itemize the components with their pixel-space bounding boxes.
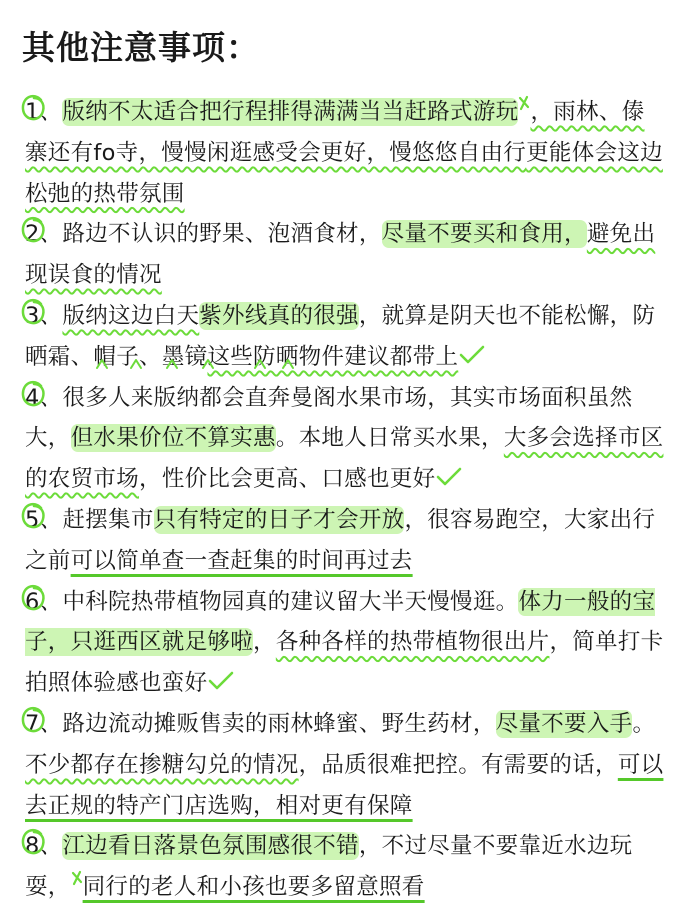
- highlight-text: 只有特定的日子才会开放: [153, 506, 405, 533]
- circle-number-icon: [20, 705, 46, 737]
- circle-number-icon: [20, 827, 46, 859]
- wavy-underlined-text: 更能体会这边松弛的热带氛围: [25, 139, 663, 207]
- item-number: 2: [25, 214, 40, 255]
- checkmark-icon: [458, 344, 486, 366]
- list-item: 2、路边不认识的野果、泡酒食材，尽量不要买和食用，避免出现误食的情况: [25, 214, 665, 296]
- item-number: 5: [25, 500, 40, 541]
- highlight-text: 版纳不太适合把行程排得满满当当赶路式游玩: [62, 99, 519, 125]
- list-item: 1、版纳不太适合把行程排得满满当当赶路式游玩 ，雨林、傣寨还有fo寺，慢慢闲逛感受会更好，慢悠悠自由行更能体会这边松弛的热带氛围: [25, 92, 665, 214]
- circle-number-icon: [20, 379, 46, 411]
- wavy-underlined-text: 不少都存在掺糖勾兑的情况: [25, 751, 299, 778]
- cross-icon: [71, 870, 83, 888]
- highlight-text: 江边看日落景色氛围感很不错: [62, 833, 359, 860]
- tips-list: [25, 92, 665, 908]
- checkmark-icon: [207, 670, 235, 692]
- wavy-underlined-text: 各种各样的热带植物很出片: [275, 629, 550, 656]
- page-title: 其他注意事项：: [22, 28, 260, 67]
- highlight-text: 紫外线真的很强: [199, 302, 359, 329]
- list-item: 3、版纳这边白天紫外线真的很强，就算是阴天也不能松懈，防晒霜、帽子、墨镜这些防晒物件建议都带上: [25, 296, 665, 378]
- wavy-underlined-text: ，雨林、傣寨还有fo寺，慢慢闲逛感受会更好，慢悠悠自由行: [25, 99, 645, 166]
- highlight-text: 但水果价位不算实惠: [70, 425, 276, 452]
- circle-number-icon: [20, 501, 46, 533]
- item-number: 8: [25, 826, 40, 867]
- circle-number-icon: [20, 297, 46, 329]
- item-number: 3: [25, 296, 40, 337]
- list-item: 4、很多人来版纳都会直奔曼阁水果市场，其实市场面积虽然大，但水果价位不算实惠。本地人日常买水果，大多会选择市区的农贸市场，性价比会更高、口感也更好: [25, 378, 665, 500]
- underlined-text: 可以简单查一查赶集的时间再过去: [70, 547, 413, 574]
- item-number: 7: [25, 704, 40, 745]
- wavy-underlined-text: 避免出现误食的情况: [25, 221, 656, 289]
- circle-number-icon: [20, 583, 46, 615]
- item-number: 1: [25, 92, 40, 133]
- item-number: 6: [25, 582, 40, 623]
- underlined-text: 同行的老人和小孩也要多留意照看: [82, 874, 425, 901]
- list-item: 7、路边流动摊贩售卖的雨林蜂蜜、野生药材，尽量不要入手。不少都存在掺糖勾兑的情况，品质很难把控。有需要的话，可以去正规的特产门店选购，相对更有保障: [25, 704, 665, 826]
- circle-number-icon: [20, 93, 46, 125]
- circle-number-icon: [20, 215, 46, 247]
- checkmark-icon: [435, 466, 463, 488]
- wavy-underlined-text: 大多会选择市区的农贸市场: [25, 425, 664, 493]
- underlined-text: 可以去正规的特产门店选购，相对更有保障: [25, 751, 664, 819]
- caret-icon: [95, 352, 295, 372]
- highlight-text: 尽量不要买和食用，: [381, 221, 587, 248]
- cross-icon: [518, 95, 530, 113]
- highlight-text: 尽量不要入手: [495, 710, 633, 737]
- list-item: 5、赶摆集市只有特定的日子才会开放，很容易跑空，大家出行之前可以简单查一查赶集的时间再过去: [25, 500, 665, 582]
- wavy-underlined-text: 这些防晒物件建议都带上: [207, 343, 459, 370]
- highlight-text: 体力一般的宝子，只逛西区就足够啦: [25, 588, 656, 656]
- list-item: 8、江边看日落景色氛围感很不错，不过尽量不要靠近水边玩耍， 同行的老人和小孩也要多留意照看: [25, 826, 665, 908]
- item-number: 4: [25, 378, 40, 419]
- wavy-underlined-text: 版纳这边白天: [62, 302, 200, 329]
- list-item: 6、中科院热带植物园真的建议留大半天慢慢逛。体力一般的宝子，只逛西区就足够啦，各种各样的热带植物很出片，简单打卡拍照体验感也蛮好: [25, 582, 665, 704]
